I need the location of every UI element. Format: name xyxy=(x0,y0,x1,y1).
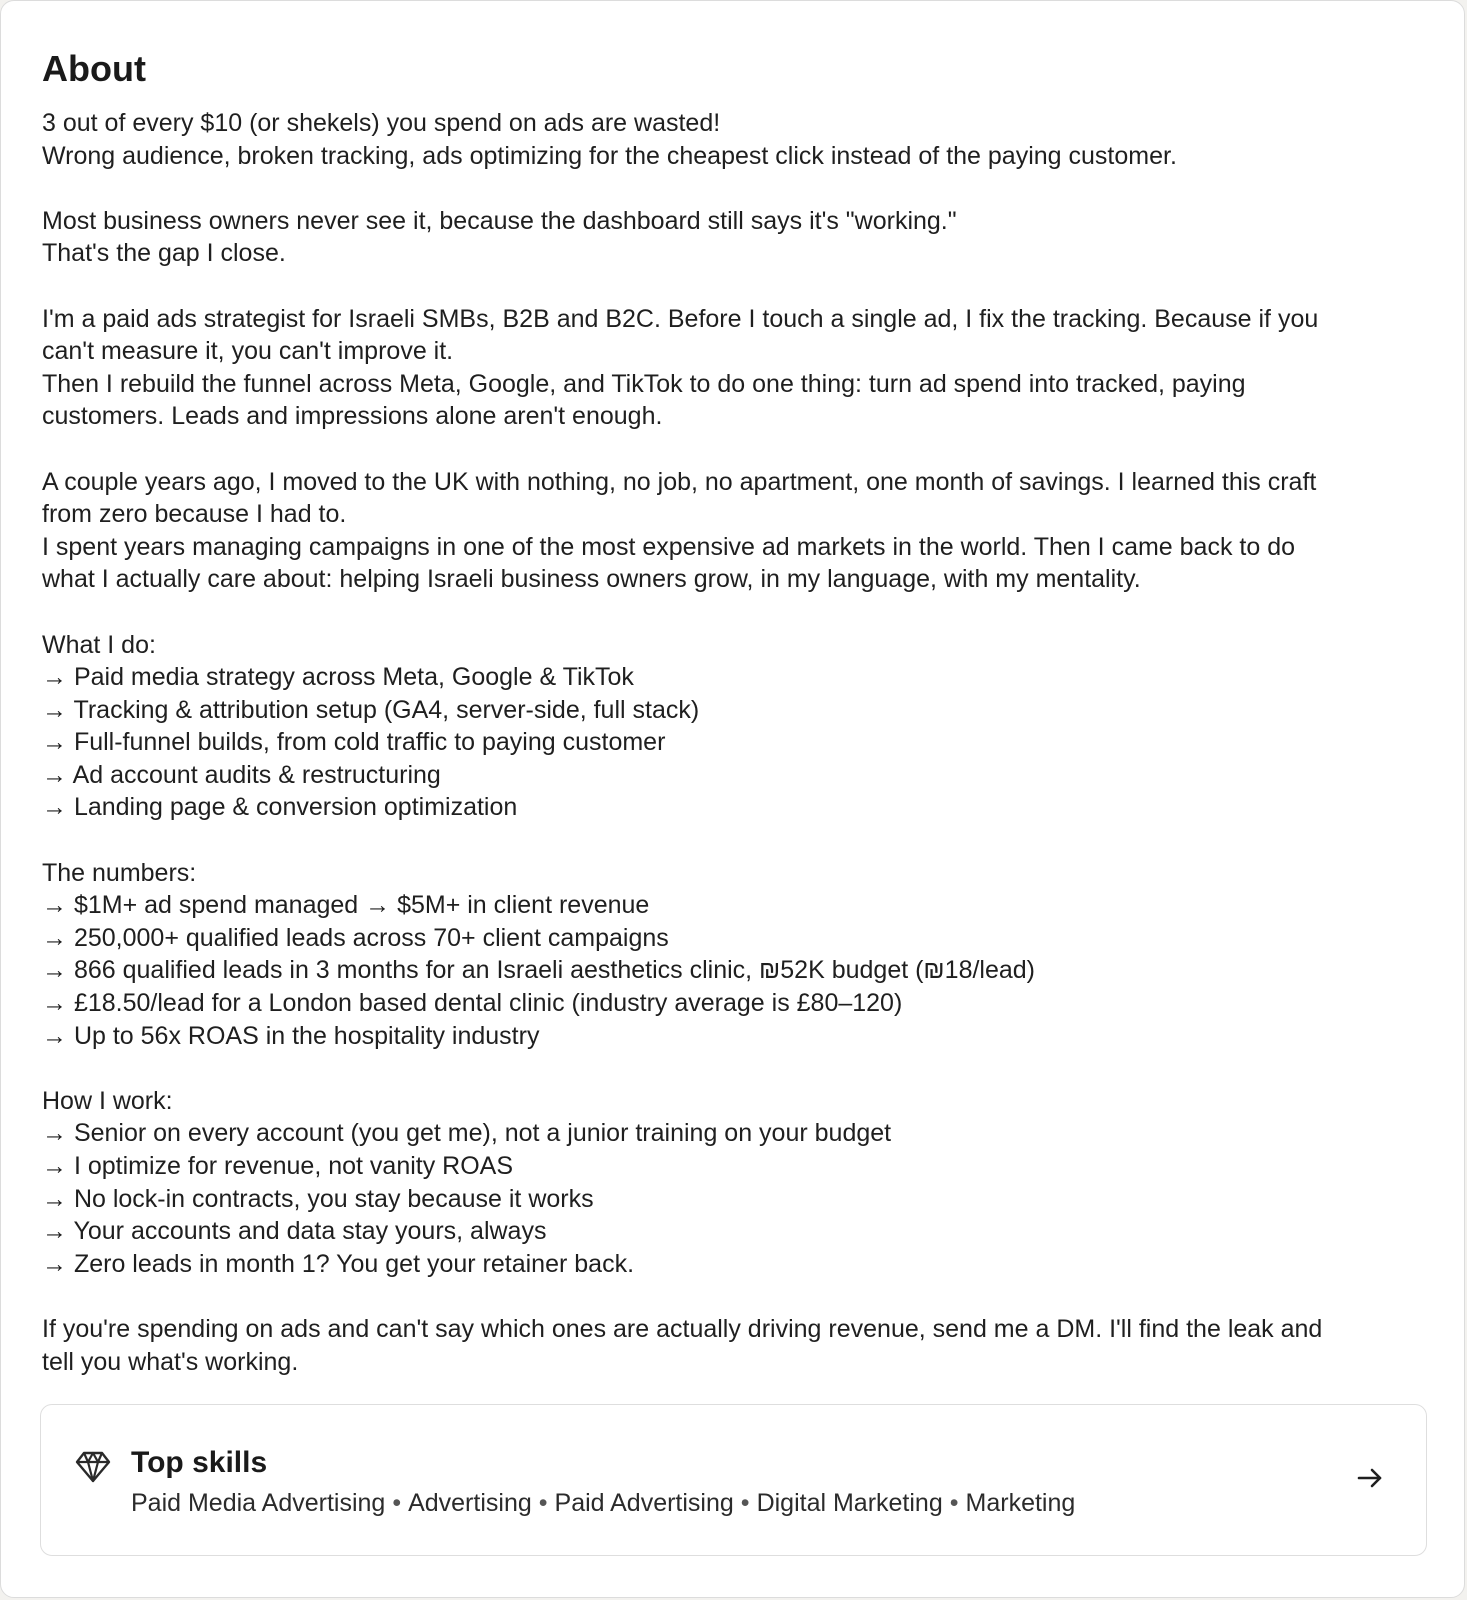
about-text-line: Wrong audience, broken tracking, ads optimizing for the cheapest click instead of the paying customer. xyxy=(42,141,1177,170)
skill-item: Advertising xyxy=(408,1489,532,1517)
skill-item: Digital Marketing xyxy=(756,1489,943,1517)
skill-separator: • xyxy=(392,1489,402,1517)
about-text-line: Most business owners never see it, because the dashboard still says it's "working." xyxy=(42,206,957,235)
about-text-line: How I work: xyxy=(42,1086,173,1115)
about-text-line: → Senior on every account (you get me), not a junior training on your budget xyxy=(42,1119,892,1148)
about-text-line: tell you what's working. xyxy=(42,1347,299,1376)
arrow-right-icon[interactable] xyxy=(1356,1464,1384,1492)
about-text-line: → 250,000+ qualified leads across 70+ client campaigns xyxy=(42,923,669,952)
about-text-line: from zero because I had to. xyxy=(42,500,347,529)
about-text-line: → Full-funnel builds, from cold traffic to paying customer xyxy=(42,728,666,757)
about-text-line: Then I rebuild the funnel across Meta, Google, and TikTok to do one thing: turn ad spend into tracked, paying xyxy=(42,369,1246,398)
about-blank-line xyxy=(42,596,1437,629)
skill-item: Paid Media Advertising xyxy=(131,1489,386,1517)
about-text-line: → Tracking & attribution setup (GA4, server-side, full stack) xyxy=(42,695,700,724)
about-text-line: 3 out of every $10 (or shekels) you spend on ads are wasted! xyxy=(42,109,721,137)
skill-separator: • xyxy=(740,1489,750,1517)
about-blank-line xyxy=(42,433,1437,466)
skill-item: Marketing xyxy=(965,1489,1076,1517)
top-skills-button[interactable] xyxy=(40,1404,1427,1556)
about-blank-line xyxy=(42,270,1437,303)
about-text-line: → Landing page & conversion optimization xyxy=(42,793,518,822)
about-blank-line xyxy=(42,824,1437,857)
gem-icon xyxy=(75,1449,111,1485)
about-text-line: → Ad account audits & restructuring xyxy=(42,760,441,789)
about-text-line: → £18.50/lead for a London based dental clinic (industry average is £80–120) xyxy=(42,989,903,1018)
about-text-line: What I do: xyxy=(42,630,156,659)
about-text-line: I spent years managing campaigns in one of the most expensive ad markets in the world. Then I came back to do xyxy=(42,532,1296,561)
about-text-line: That's the gap I close. xyxy=(42,239,286,268)
top-skills-list xyxy=(131,1487,1075,1519)
about-text-line: → $1M+ ad spend managed → $5M+ in client revenue xyxy=(42,891,650,920)
top-skills-title: Top skills xyxy=(131,1446,268,1479)
about-text-line: → 866 qualified leads in 3 months for an Israeli aesthetics clinic, ₪52K budget (₪18/lead) xyxy=(42,956,1036,985)
about-text-line: customers. Leads and impressions alone aren't enough. xyxy=(42,402,663,431)
about-text-line: If you're spending on ads and can't say which ones are actually driving revenue, send me a DM. I'll find the leak and xyxy=(42,1314,1323,1343)
about-text-line: → Paid media strategy across Meta, Google & TikTok xyxy=(42,663,634,692)
skill-separator: • xyxy=(949,1489,959,1517)
about-text-line: The numbers: xyxy=(42,858,197,887)
about-blank-line xyxy=(42,172,1437,205)
about-text-line: can't measure it, you can't improve it. xyxy=(42,337,454,366)
about-text-line: → No lock-in contracts, you stay because it works xyxy=(42,1184,594,1213)
about-text-line: → Your accounts and data stay yours, always xyxy=(42,1217,547,1246)
about-text-line: I'm a paid ads strategist for Israeli SMBs, B2B and B2C. Before I touch a single ad, I fix the tracking. Because if you xyxy=(42,304,1319,333)
about-text-line: → Up to 56x ROAS in the hospitality industry xyxy=(42,1021,540,1050)
about-text-line: → Zero leads in month 1? You get your retainer back. xyxy=(42,1249,635,1278)
about-description xyxy=(42,107,1437,1378)
about-blank-line xyxy=(42,1280,1437,1313)
about-title: About xyxy=(42,48,146,89)
skill-item: Paid Advertising xyxy=(554,1489,734,1517)
about-text-line: → I optimize for revenue, not vanity ROAS xyxy=(42,1152,514,1180)
skill-separator: • xyxy=(538,1489,548,1517)
about-blank-line xyxy=(42,1052,1437,1085)
about-text-line: A couple years ago, I moved to the UK with nothing, no job, no apartment, one month of savings. I learned this craft xyxy=(42,467,1317,496)
about-text-line: what I actually care about: helping Israeli business owners grow, in my language, with my mentality. xyxy=(42,565,1141,594)
